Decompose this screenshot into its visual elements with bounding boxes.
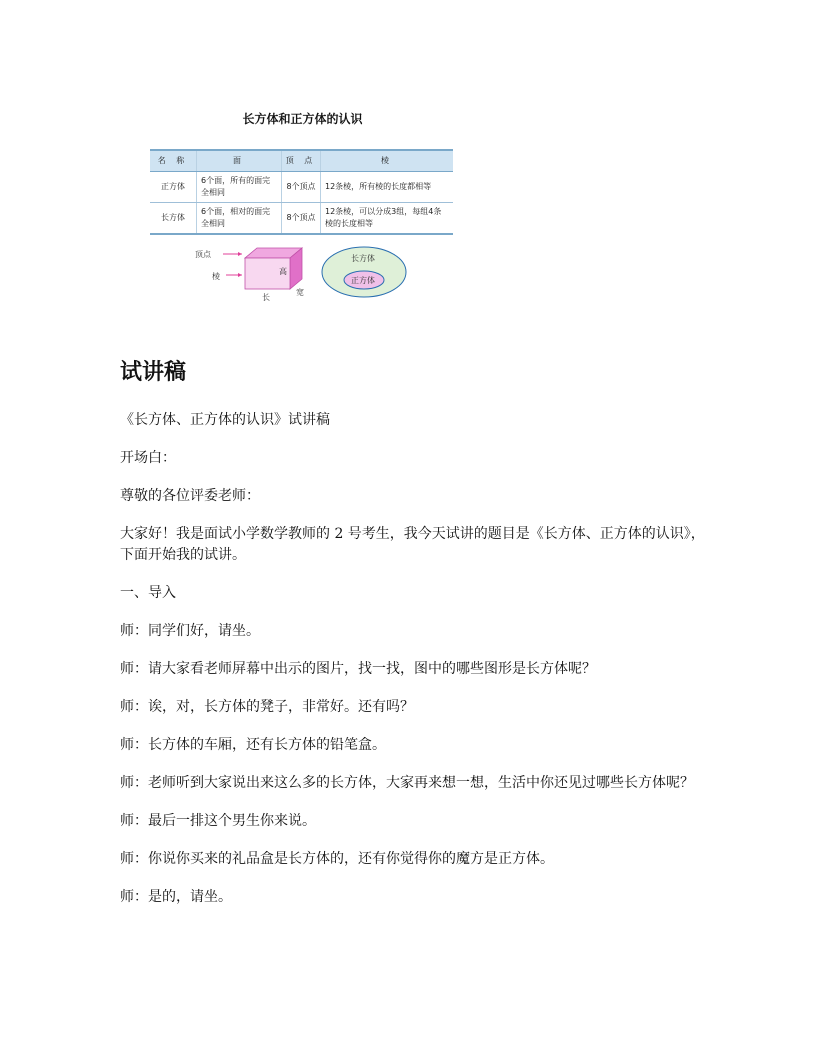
header-vertex: 顶 点 — [282, 150, 321, 172]
length-label: 长 — [262, 293, 270, 302]
shape-figure — [150, 110, 455, 315]
lecture-script — [120, 356, 710, 925]
paragraph: 师：你说你买来的礼品盒是长方体的，还有你觉得你的魔方是正方体。 — [120, 851, 554, 867]
row-edge: 12条棱，所有棱的长度都相等 — [321, 172, 454, 203]
table-row — [150, 203, 453, 235]
comparison-table — [150, 149, 453, 235]
paragraph: 《长方体、正方体的认识》试讲稿 — [120, 412, 330, 428]
vertex-label: 顶点 — [195, 250, 211, 259]
paragraph: 师：长方体的车厢，还有长方体的铅笔盒。 — [120, 737, 386, 753]
paragraph: 师：老师听到大家说出来这么多的长方体，大家再来想一想，生活中你还见过哪些长方体呢？ — [120, 775, 694, 791]
row-name: 正方体 — [150, 172, 197, 203]
shape-diagram — [150, 245, 455, 315]
edge-arrowhead — [238, 273, 242, 277]
paragraph: 师：最后一排这个男生你来说。 — [120, 813, 316, 829]
edge-label: 棱 — [212, 272, 220, 281]
vertex-arrowhead — [238, 252, 242, 256]
row-name: 长方体 — [150, 203, 197, 235]
row-face: 6个面，相对的面完全相同 — [197, 203, 282, 235]
paragraph: 一、导入 — [120, 585, 176, 601]
paragraph: 师：是的，请坐。 — [120, 889, 232, 905]
paragraph: 尊敬的各位评委老师： — [120, 488, 260, 504]
height-label: 高 — [279, 267, 287, 276]
table-row — [150, 172, 453, 203]
row-edge: 12条棱，可以分成3组，每组4条棱的长度相等 — [321, 203, 454, 235]
paragraph: 师：同学们好，请坐。 — [120, 623, 260, 639]
width-label: 宽 — [296, 288, 304, 297]
figure-title: 长方体和正方体的认识 — [242, 112, 363, 126]
paragraph: 大家好！我是面试小学数学教师的 2 号考生，我今天试讲的题目是《长方体、正方体的认识》，下面开始我的试讲。 — [120, 526, 705, 563]
venn-inner-label: 正方体 — [351, 276, 375, 285]
header-name: 名 称 — [150, 150, 197, 172]
page-heading: 试讲稿 — [120, 360, 187, 385]
paragraph: 师：请大家看老师屏幕中出示的图片，找一找，图中的哪些图形是长方体呢？ — [120, 661, 596, 677]
paragraph: 师：诶，对，长方体的凳子，非常好。还有吗？ — [120, 699, 414, 715]
paragraph: 开场白： — [120, 450, 176, 466]
row-vertex: 8个顶点 — [282, 203, 321, 235]
cuboid-drawing — [150, 245, 310, 315]
row-face: 6个面，所有的面完全相同 — [197, 172, 282, 203]
table-header-row — [150, 150, 453, 172]
header-face: 面 — [197, 150, 282, 172]
row-vertex: 8个顶点 — [282, 172, 321, 203]
header-edge: 棱 — [321, 150, 454, 172]
venn-outer-label: 长方体 — [351, 254, 375, 263]
